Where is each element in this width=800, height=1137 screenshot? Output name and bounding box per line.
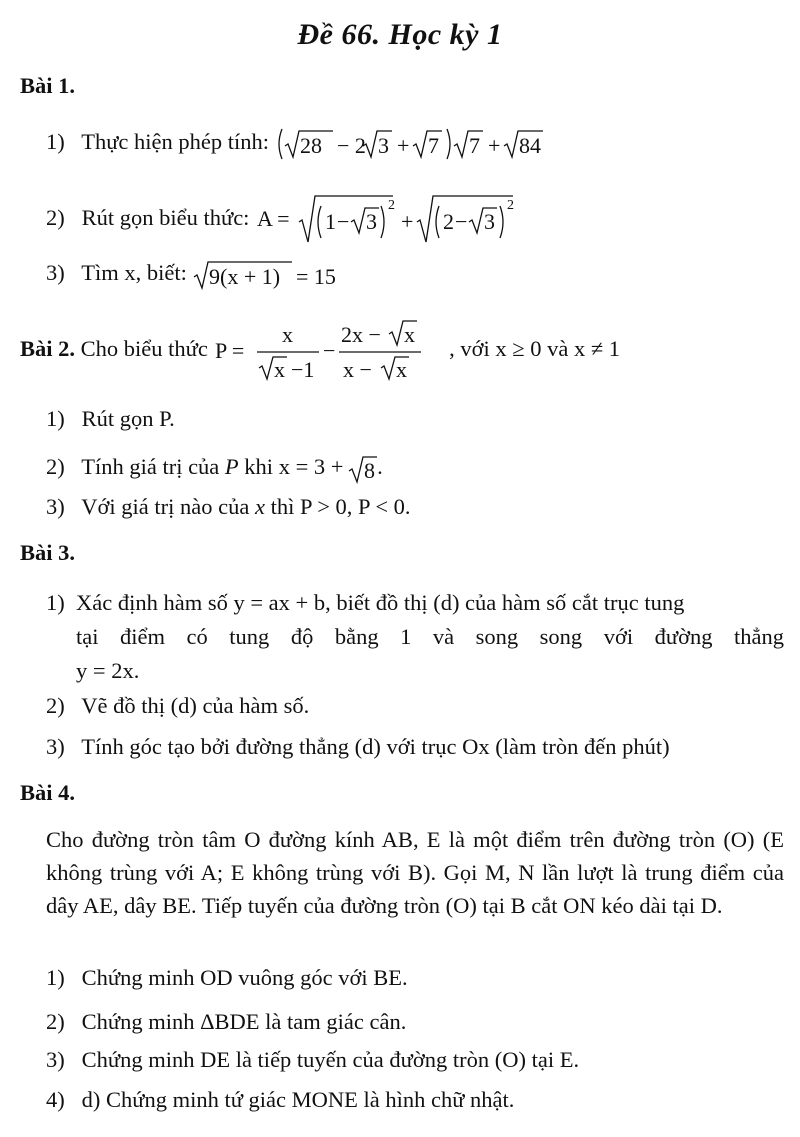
- bai2-item-3-post: thì P > 0, P < 0.: [270, 494, 411, 519]
- bai3-item-3-num: 3): [46, 734, 65, 759]
- bai4-item-1: [46, 965, 408, 991]
- bai3-item-1-num: 1): [46, 590, 65, 615]
- e1-radicand-3: 7: [427, 133, 439, 158]
- bai2-item-3-num: 3): [46, 494, 65, 519]
- bai1-item-2-text: Rút gọn biểu thức:: [81, 205, 250, 231]
- e1-radicand-5: 84: [518, 133, 541, 158]
- bai2-item-2-expr: x = 3 +: [278, 454, 344, 480]
- P-minus: −: [323, 338, 336, 363]
- e1-op-2: +: [396, 133, 410, 158]
- e2-exp2: 2: [507, 198, 515, 213]
- bai4-heading: Bài 4.: [20, 780, 76, 805]
- bai1-item-1: [46, 124, 565, 164]
- P-f2-num-a: 2x −: [341, 322, 382, 347]
- e1-op-3: +: [487, 133, 501, 158]
- bai2-sqrt8: [347, 453, 377, 485]
- bai1-item-1-text: Thực hiện phép tính:: [81, 129, 269, 155]
- bai1-item-2: [46, 192, 545, 248]
- bai4-item-4: [46, 1087, 514, 1113]
- P-f2-den-a: x −: [343, 357, 373, 382]
- bai3-item-2-text: Vẽ đồ thị (d) của hàm số.: [81, 693, 310, 718]
- e1-radicand-4: 7: [468, 133, 480, 158]
- bai2-item-3-var: x: [254, 494, 265, 519]
- bai2-intro-text: Cho biểu thức: [80, 336, 208, 362]
- bai3-item-3-text: Tính góc tạo bởi đường thẳng (d) với trục Ox (làm tròn đến phút): [81, 734, 670, 759]
- e1-op-1: − 2: [336, 133, 366, 158]
- bai1-expr-3: [192, 257, 352, 293]
- bai2-item-2-mid: khi: [244, 454, 274, 480]
- e2-r1: 3: [366, 209, 378, 234]
- bai4-item-3: [46, 1047, 579, 1073]
- bai1-item-3-num: 3): [46, 260, 65, 286]
- bai4-item-2-text: Chứng minh ΔBDE là tam giác cân.: [81, 1009, 407, 1034]
- bai4-item-1-text: Chứng minh OD vuông góc với BE.: [81, 965, 408, 990]
- P-f1-den-rad: x: [274, 357, 286, 382]
- bai2-intro: [20, 316, 620, 386]
- P-f2-num-rad: x: [404, 322, 416, 347]
- bai2-item-2-num: 2): [46, 454, 65, 480]
- bai2-item-1: [46, 406, 175, 432]
- bai1-item-2-num: 2): [46, 205, 65, 231]
- e1-radicand-2: 3: [377, 133, 389, 158]
- P-f2-den-rad: x: [396, 357, 408, 382]
- bai2-item-2-var: P: [224, 454, 239, 480]
- P-f1-num: x: [282, 322, 294, 347]
- bai3-item-1-line3: y = 2x.: [76, 658, 140, 683]
- bai2-item-3: [46, 494, 411, 520]
- e2-m1: −: [337, 209, 350, 234]
- bai4-item-4-text: d) Chứng minh tứ giác MONE là hình chữ nhật.: [81, 1087, 515, 1112]
- bai3-item-3: [46, 734, 670, 760]
- e2-r2: 3: [484, 209, 496, 234]
- bai1-expr-2: [255, 192, 545, 248]
- bai2-heading: Bài 2.: [20, 336, 76, 362]
- bai4-item-3-num: 3): [46, 1047, 65, 1072]
- bai2-item-2: [46, 453, 383, 485]
- bai4-item-3-text: Chứng minh DE là tiếp tuyến của đường tròn (O) tại E.: [81, 1047, 580, 1072]
- bai3-item-2-num: 2): [46, 693, 65, 718]
- bai2-item-1-num: 1): [46, 406, 65, 431]
- bai1-item-1-num: 1): [46, 129, 65, 155]
- bai1-expr-1: [275, 124, 565, 164]
- e1-radicand-1: 28: [299, 133, 322, 158]
- bai3-item-1-line1: Xác định hàm số y = ax + b, biết đồ thị (d) của hàm số cắt trục tung: [76, 590, 685, 615]
- bai2-item-2-pre: Tính giá trị của: [81, 454, 220, 480]
- P-lhs: P =: [215, 338, 245, 363]
- bai2-item-2-post: .: [377, 454, 383, 480]
- bai2-expr-P: [213, 316, 443, 386]
- bai3-item-2: [46, 693, 309, 719]
- bai1-item-3: [46, 257, 352, 293]
- bai2-sqrt8-rad: 8: [364, 458, 376, 483]
- bai1-item-3-text: Tìm x, biết:: [81, 260, 187, 286]
- bai4-item-2-num: 2): [46, 1009, 65, 1034]
- bai3-item-1: [46, 586, 784, 688]
- e3-rhs: = 15: [296, 264, 337, 289]
- bai3-heading: Bài 3.: [20, 540, 76, 565]
- e2-exp1: 2: [388, 198, 396, 213]
- e2-a2: 2: [443, 209, 455, 234]
- P-f1-den-rest: −1: [291, 357, 315, 382]
- bai4-paragraph: Cho đường tròn tâm O đường kính AB, E là một điểm trên đường tròn (O) (E không trùng với A; E không trùng với B). Gọi M, N lần lượt là trung điểm của dây AE, dây BE. Tiếp tuyến của đường tròn (O) tại B cắt ON kéo dài tại D.: [46, 827, 784, 918]
- e2-m2: −: [455, 209, 468, 234]
- bai1-heading: Bài 1.: [20, 73, 76, 98]
- bai2-item-3-pre: Với giá trị nào của: [81, 494, 250, 519]
- e2-plus: +: [401, 209, 414, 234]
- bai2-condition: , với x ≥ 0 và x ≠ 1: [449, 336, 621, 362]
- bai4-item-2: [46, 1009, 406, 1035]
- e3-radicand: 9(x + 1): [209, 264, 281, 289]
- e2-lhs: A =: [257, 206, 290, 231]
- bai4-item-4-num: 4): [46, 1087, 65, 1112]
- bai2-item-1-text: Rút gọn P.: [81, 406, 175, 431]
- page-title: Đề 66. Học kỳ 1: [297, 18, 503, 51]
- bai3-item-1-line2: tại điểm có tung độ bằng 1 và song song với đường thẳng: [76, 624, 784, 649]
- e2-a1: 1: [325, 209, 337, 234]
- bai4-item-1-num: 1): [46, 965, 65, 990]
